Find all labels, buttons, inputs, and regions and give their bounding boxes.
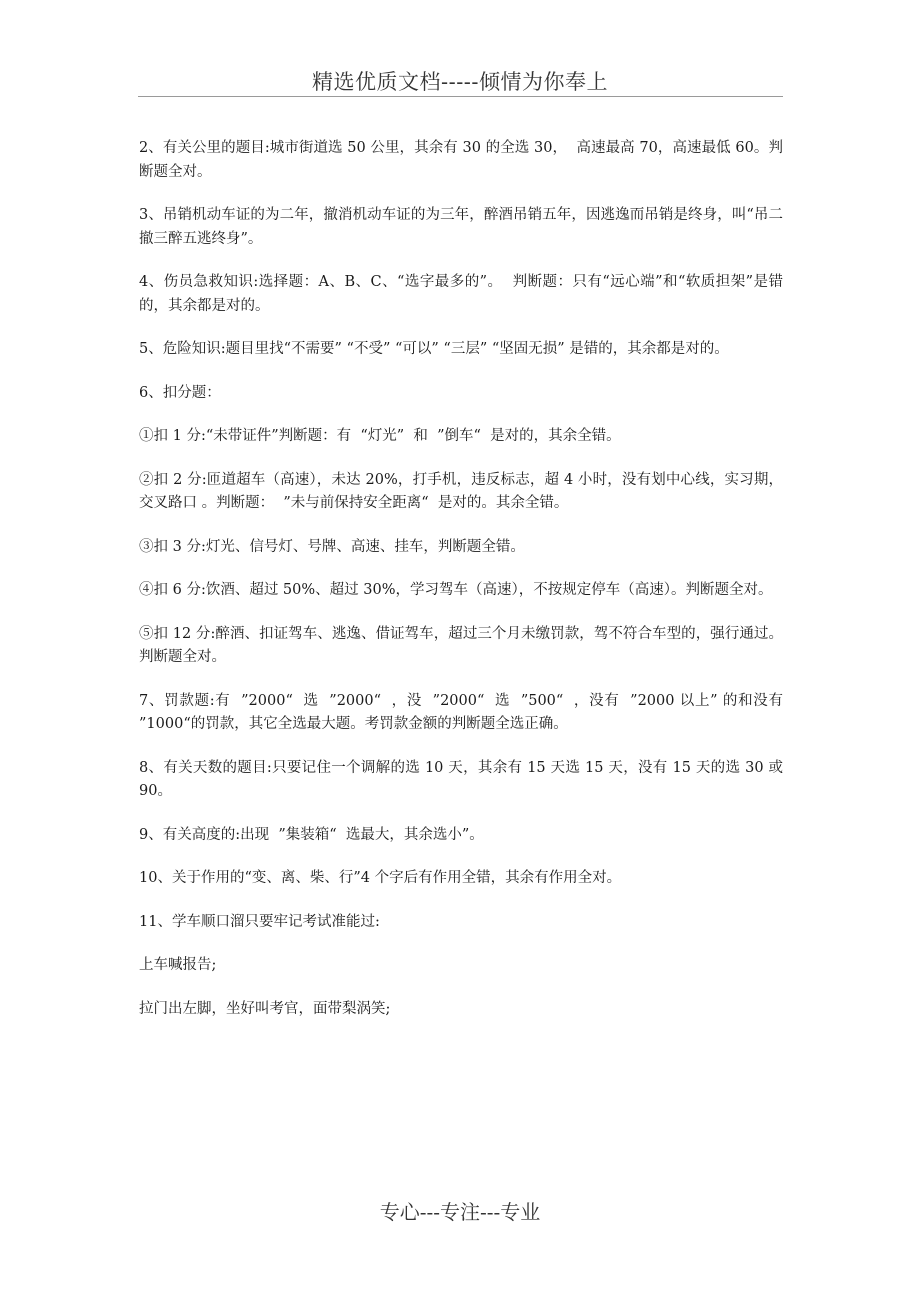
paragraph-5-danger: 5、危险知识:题目里找“不需要” “不受” “可以” “三层” “坚固无损” 是错的，其余都是对的。 (139, 341, 729, 357)
paragraph-10-function: 10、关于作用的“变、离、柴、行”4 个字后有作用全错，其余有作用全对。 (139, 870, 622, 886)
paragraph-6-points: 6、扣分题： (139, 384, 221, 401)
header-divider (138, 96, 783, 97)
paragraph-4-first-aid: 4、伤员急救知识:选择题：A、B、C、“选字最多的”。 判断题：只有“远心端”和“软质担架”是错的，其余都是对的。 (139, 274, 783, 314)
paragraph-11-rhyme: 11、学车顺口溜只要牢记考试准能过: (139, 913, 380, 930)
paragraph-9-height: 9、有关高度的:出现 ”集装箱“ 选最大，其余选小”。 (139, 826, 484, 843)
paragraph-8-days: 8、有关天数的题目:只要记住一个调解的选 10 天，其余有 15 天选 15 天，没有 15 天的选 30 或 90。 (139, 759, 788, 799)
paragraph-points-12: ⑤扣 12 分:醉酒、扣证驾车、逃逸、借证驾车，超过三个月未缴罚款，驾不符合车型的，强行通过。判断题全对。 (139, 625, 783, 665)
page-footer: 专心---专注---专业 (379, 1200, 541, 1224)
paragraph-2-distance: 2、有关公里的题目:城市街道选 50 公里，其余有 30 的全选 30， 高速最高 70，高速最低 60。判断题全对。 (139, 140, 783, 180)
paragraph-points-3: ③扣 3 分:灯光、信号灯、号牌、高速、挂车，判断题全错。 (139, 538, 525, 555)
document-body (139, 137, 793, 1041)
paragraph-7-fines: 7、罚款题:有 ”2000“ 选 ”2000“ ，没 ”2000“ 选 ”500“ ，没有 ”2000 以上” 的和没有 ”1000“的罚款，其它全选最大题。考罚款金额的判断题全选正确。 (139, 692, 793, 732)
paragraph-points-2: ②扣 2 分:匝道超车（高速），未达 20%，打手机，违反标志，超 4 小时，没有划中心线，实习期，交叉路口 。判断题： ”未与前保持安全距离“ 是对的。其余全错。 (139, 471, 783, 511)
page-header: 精选优质文档-----倾情为你奉上 (312, 70, 608, 94)
paragraph-rhyme-line-1: 上车喊报告; (139, 957, 217, 973)
paragraph-3-license: 3、吊销机动车证的为二年，撤消机动车证的为三年，醉酒吊销五年，因逃逸而吊销是终身，叫“吊二撤三醉五逃终身”。 (139, 207, 783, 247)
paragraph-rhyme-line-2: 拉门出左脚，坐好叫考官，面带梨涡笑; (139, 1000, 391, 1017)
paragraph-points-6: ④扣 6 分:饮酒、超过 50%、超过 30%，学习驾车（高速），不按规定停车（高速）。判断题全对。 (139, 582, 773, 598)
paragraph-points-1: ①扣 1 分:“未带证件”判断题：有 “灯光” 和 ”倒车“ 是对的，其余全错。 (139, 428, 621, 444)
